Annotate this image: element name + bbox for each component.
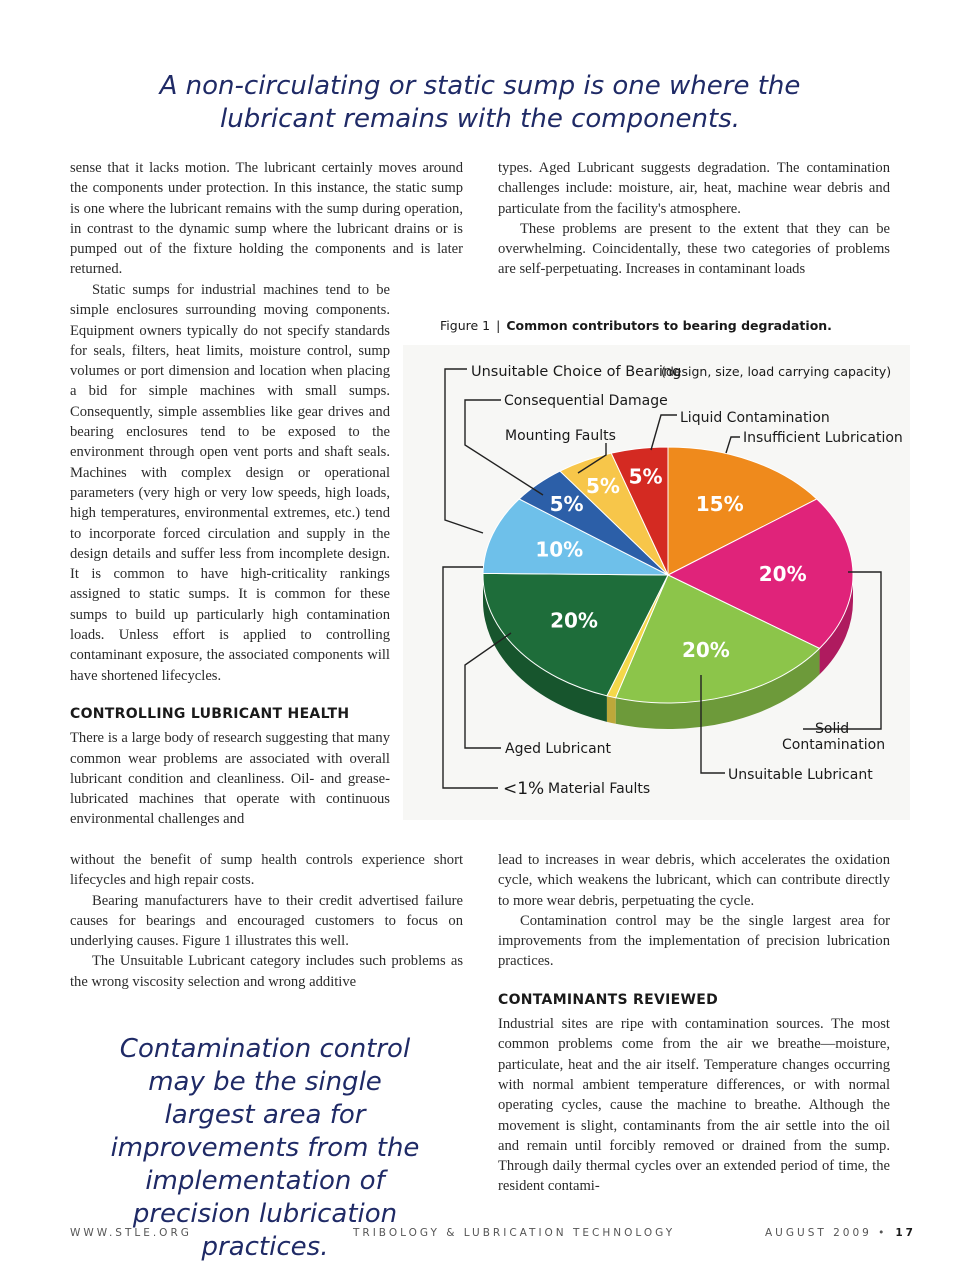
paragraph: Contamination control may be the single largest area for improvements from the implementation of precision lubrication practices. <box>498 912 890 970</box>
left-column-top <box>70 158 463 280</box>
footer-issue: AUGUST 2009 • <box>765 1227 888 1239</box>
left-column-bottom <box>70 850 463 992</box>
caption-text: Common contributors to bearing degradation. <box>506 318 832 333</box>
label-mounting-faults: Mounting Faults <box>505 428 616 444</box>
pie-value-label: 5% <box>585 473 620 498</box>
pie-chart <box>403 345 910 820</box>
footer-date <box>765 1227 916 1239</box>
section-heading: CONTROLLING LUBRICANT HEALTH <box>70 705 350 722</box>
right-column-top <box>498 158 890 280</box>
label-unsuitable-lubricant: Unsuitable Lubricant <box>728 767 873 783</box>
pie-value-label: 20% <box>681 637 730 662</box>
paragraph: types. Aged Lubricant suggests degradation. The contamination challenges include: moisture, air, heat, machine wear debris and particulate from the facility's atmosphere. <box>498 160 890 217</box>
caption-separator: | <box>496 318 501 333</box>
label-material-faults: Material Faults <box>548 781 651 797</box>
paragraph: Static sumps for industrial machines tend to be simple enclosures surrounding moving components. Equipment owners typically do not specify standards for seals, filters, heat limits, moisture control, sump volumes or port dimension and location when placing a bid for simple machines with small sumps. Consequently, simple assemblies like gear drives and bearing enclosures tend to be exposed to the environment through open vent ports and shaft seals. Machines with complex design or operational parameters (very high or very low speeds, high loads, high temperatures, environmental extremes, etc.) tend to incorporate forced circulation and supply in the design details and suffer less from incomplete design. It is common to have high-criticality rankings assigned to static sumps. It is common for these sumps to build up particularly high contamination loads. Unless effort is applied to controlling contaminant exposure, the associated components will have shortened lifecycles. <box>70 282 390 684</box>
left-column-middle <box>70 280 390 830</box>
paragraph: These problems are present to the extent that they can be overwhelming. Coincidentally, these two categories of problems are self-perpetuating. Increases in contaminant loads <box>498 220 890 278</box>
paragraph: lead to increases in wear debris, which accelerates the oxidation cycle, which weakens the lubricant, which can contribute directly to more wear debris, perpetuating the cycle. <box>498 852 890 909</box>
label-unsuitable-bearing-detail: (design, size, load carrying capacity) <box>661 364 892 379</box>
paragraph: Industrial sites are ripe with contamination sources. The most common problems come from the air we breathe—moisture, particulate, heat and the air itself. Temperature changes occurring with normal ambient temperature differences, or with normal operating cycles, cause the machine to breathe. Although the movement is slight, contaminants from the air settle into the oil and remain until forcibly removed or drained from the sump. Through daily thermal cycles over an extended period of time, the resident contami- <box>498 1016 890 1195</box>
label-insufficient-lubrication: Insufficient Lubrication <box>743 430 903 446</box>
pie-value-label: 15% <box>695 492 744 517</box>
pie-value-label: 10% <box>535 537 584 562</box>
pie-side-material-faults <box>607 696 616 724</box>
pie-value-label: 5% <box>628 464 663 489</box>
footer-publication: TRIBOLOGY & LUBRICATION TECHNOLOGY <box>353 1227 676 1239</box>
pie-value-label: 20% <box>758 562 807 587</box>
footer-website: WWW.STLE.ORG <box>70 1227 192 1239</box>
figure-caption <box>440 318 832 333</box>
right-column-bottom <box>498 850 890 1197</box>
pie-value-label: 5% <box>549 491 584 516</box>
paragraph: sense that it lacks motion. The lubricant certainly moves around the components under protection. In this instance, the static sump is one where the lubricant remains with the sump during operation, in contrast to the dynamic sump where the lubricant drains or is pumped out of the fixture holding the components and is later returned. <box>70 160 463 278</box>
pie-value-label: 20% <box>550 608 598 633</box>
figure-label: Figure 1 <box>440 318 491 333</box>
label-material-faults-value: <1% <box>503 779 545 799</box>
paragraph: There is a large body of research suggesting that many common wear problems are associated with overall lubricant condition and cleanliness. Oil- and grease-lubricated machines that operate with continuous environmental challenges and <box>70 730 390 828</box>
pull-quote-top: A non-circulating or static sump is one where the lubricant remains with the components. <box>159 71 801 134</box>
paragraph: Bearing manufacturers have to their credit advertised failure causes for bearings and encouraged customers to focus on underlying causes. Figure 1 illustrates this well. <box>70 892 463 950</box>
paragraph: The Unsuitable Lubricant category includes such problems as the wrong viscosity selection and wrong additive <box>70 953 463 990</box>
label-solid-line2: Contamination <box>782 737 886 753</box>
pull-quote-bottom: Contamination control may be the single largest area for improvements from the implementation of precision lubrication practices. <box>110 1034 420 1262</box>
label-aged-lubricant: Aged Lubricant <box>505 741 612 757</box>
page-number: 17 <box>895 1227 916 1239</box>
label-liquid-contamination: Liquid Contamination <box>680 410 830 426</box>
section-heading: CONTAMINANTS REVIEWED <box>498 991 718 1008</box>
paragraph: without the benefit of sump health controls experience short lifecycles and high repair costs. <box>70 852 463 889</box>
label-consequential-damage: Consequential Damage <box>504 393 668 409</box>
label-solid-line1: Solid <box>815 721 850 737</box>
label-unsuitable-bearing: Unsuitable Choice of Bearing <box>471 364 682 380</box>
